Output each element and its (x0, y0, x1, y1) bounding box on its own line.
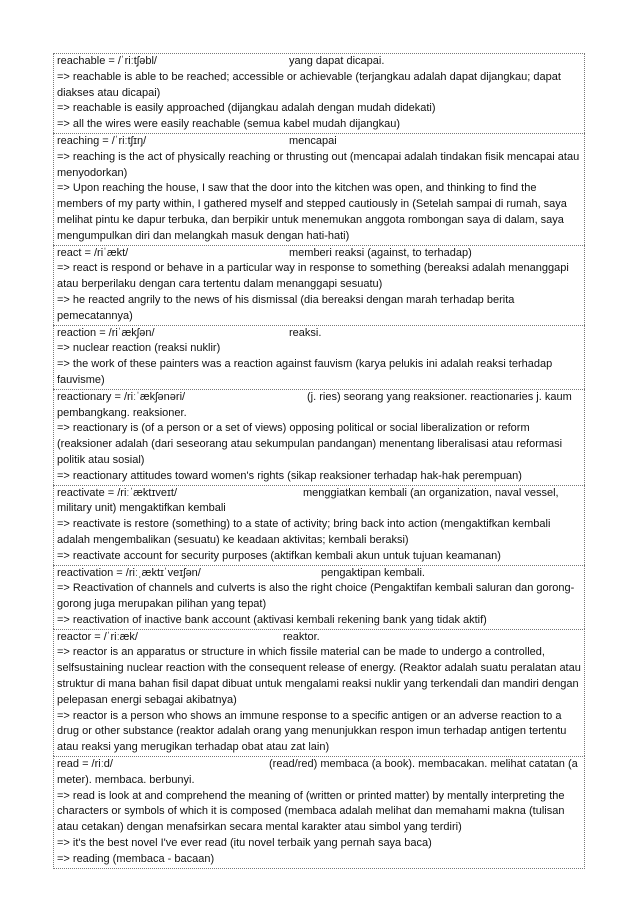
definition-line: => reactivation of inactive bank account (aktivasi kembali rekening bank yang tidak aktif) (57, 613, 487, 626)
headword: reactionary = /riːˈækʃənəri/ (57, 390, 186, 403)
headword: reactivate = /riːˈæktɪveɪt/ (57, 486, 178, 499)
gloss-continued: pembangkang. reaksioner. (57, 406, 187, 419)
gloss: menggiatkan kembali (an organization, naval vessel, (303, 486, 559, 499)
gloss: reaksi. (289, 326, 322, 339)
headword: reaching = /ˈriːtʃɪŋ/ (57, 134, 147, 147)
dictionary-entry (53, 325, 585, 389)
gloss: (read/red) membaca (a book). membacakan. melihat catatan (a (269, 758, 578, 771)
dictionary-page (53, 53, 585, 869)
headword: reactivation = /riːˌæktɪˈveɪʃən/ (57, 566, 201, 579)
headword: reactor = /ˈriːæk/ (57, 630, 138, 643)
definition-line: => reactionary is (of a person or a set of views) opposing political or social liberalization or reform (reaksioner adalah (dari seseorang atau sekumpulan pandangan) menentang liberalisasi atau reformasi politik atau sosial) (57, 422, 563, 466)
definition-line: => reactivate is restore (something) to a state of activity; bring back into action (mengaktifkan kembali adalah mengembalikan (sesuatu) ke keadaan aktivitas; kembali beraksi) (57, 518, 551, 546)
headword: react = /riˈækt/ (57, 246, 129, 259)
definition-line: => reactor is an apparatus or structure in which fissile material can be made to undergo a controlled, selfsustaining nuclear reaction with the consequent release of energy. (Reaktor adalah suatu peralatan atau struktur di mana bahan fisil dapat dibuat untuk mengalami reaksi nuklir yang terkendali dan mandiri dengan pelepasan energi sebagai akibatnya) (57, 646, 581, 706)
definition-line: => reactionary attitudes toward women's rights (sikap reaksioner terhadap hak-hak perempuan) (57, 469, 522, 482)
definition-line: => it's the best novel I've ever read (itu novel terbaik yang pernah saya baca) (57, 837, 432, 850)
gloss: mencapai (289, 134, 337, 147)
entry-header (57, 134, 581, 150)
dictionary-entry (53, 756, 585, 869)
definition-line: => reachable is able to be reached; accessible or achievable (terjangkau adalah dapat dijangkau; dapat diakses atau dicapai) (57, 70, 561, 99)
gloss: yang dapat dicapai. (289, 55, 385, 67)
dictionary-entry (53, 389, 585, 485)
definition-line: => reaching is the act of physically reaching or thrusting out (mencapai adalah tindakan fisik mencapai atau menyodorkan) (57, 150, 580, 179)
entry-header (57, 630, 581, 646)
definition-line: => he reacted angrily to the news of his dismissal (dia bereaksi dengan marah terhadap berita pemecatannya) (57, 293, 515, 322)
definition-line: => reactor is a person who shows an immune response to a specific antigen or an adverse reaction to a drug or other substance (reaktor adalah orang yang menunjukkan respon imun terhadap antigen tertentu atau reaksi yang merugikan terhadap obat atau zat lain) (57, 709, 567, 754)
dictionary-entry (53, 565, 585, 629)
definition-line: => nuclear reaction (reaksi nuklir) (57, 342, 221, 355)
dictionary-entry (53, 133, 585, 245)
definition-line: => Reactivation of channels and culverts is also the right choice (Pengaktifan kembali saluran dan gorong-gorong juga merupakan pilihan yang tepat) (57, 582, 575, 611)
dictionary-entry (53, 245, 585, 325)
definition-line: => read is look at and comprehend the meaning of (written or printed matter) by mentally interpreting the characters or symbols of which it is composed (membaca adalah melihat dan memahami makna (tulisan atau cetakan) dengan menafsirkan secara mental karakter atau simbol yang terdiri) (57, 789, 565, 834)
definition-line: => reachable is easily approached (dijangkau adalah dengan mudah didekati) (57, 102, 436, 115)
definition-line: => all the wires were easily reachable (semua kabel mudah dijangkau) (57, 118, 401, 131)
dictionary-entry (53, 53, 585, 133)
headword: read = /riːd/ (57, 758, 113, 771)
entry-header (57, 326, 581, 342)
entry-header (57, 757, 581, 773)
entry-header (57, 486, 581, 502)
definition-line: => react is respond or behave in a particular way in response to something (bereaksi adalah menanggapi atau berperilaku dengan cara tertentu dalam menanggapi sesuatu) (57, 262, 569, 291)
gloss-continued: meter). membaca. berbunyi. (57, 773, 195, 786)
gloss: reaktor. (283, 630, 320, 643)
definition-line: => the work of these painters was a reaction against fauvism (karya pelukis ini adalah reaksi terhadap fauvisme) (57, 358, 553, 386)
entry-header (57, 390, 581, 406)
headword: reachable = /ˈriːtʃəbl/ (57, 55, 157, 67)
definition-line: => reactivate account for security purposes (aktifkan kembali akun untuk tujuan keamanan) (57, 549, 501, 562)
entry-header (57, 54, 581, 70)
gloss: memberi reaksi (against, to terhadap) (289, 246, 472, 259)
gloss: (j. ries) seorang yang reaksioner. reactionaries j. kaum (307, 390, 572, 403)
headword: reaction = /riˈækʃən/ (57, 326, 155, 339)
entry-header (57, 246, 581, 262)
dictionary-entry (53, 485, 585, 565)
definition-line: => reading (membaca - bacaan) (57, 852, 215, 865)
entry-header (57, 566, 581, 582)
gloss: pengaktipan kembali. (321, 566, 425, 579)
definition-line: => Upon reaching the house, I saw that the door into the kitchen was open, and thinking to find the members of my party within, I gathered myself and stepped cautiously in (Setelah sampai di rumah, saya melihat pintu ke dapur terbuka, dan berpikir untuk menemukan anggota rombongan saya di dalam, saya mengumpulkan diri dan melangkah masuk dengan hati-hati) (57, 182, 567, 242)
dictionary-entry (53, 629, 585, 756)
gloss-continued: military unit) mengaktifkan kembali (57, 502, 226, 515)
